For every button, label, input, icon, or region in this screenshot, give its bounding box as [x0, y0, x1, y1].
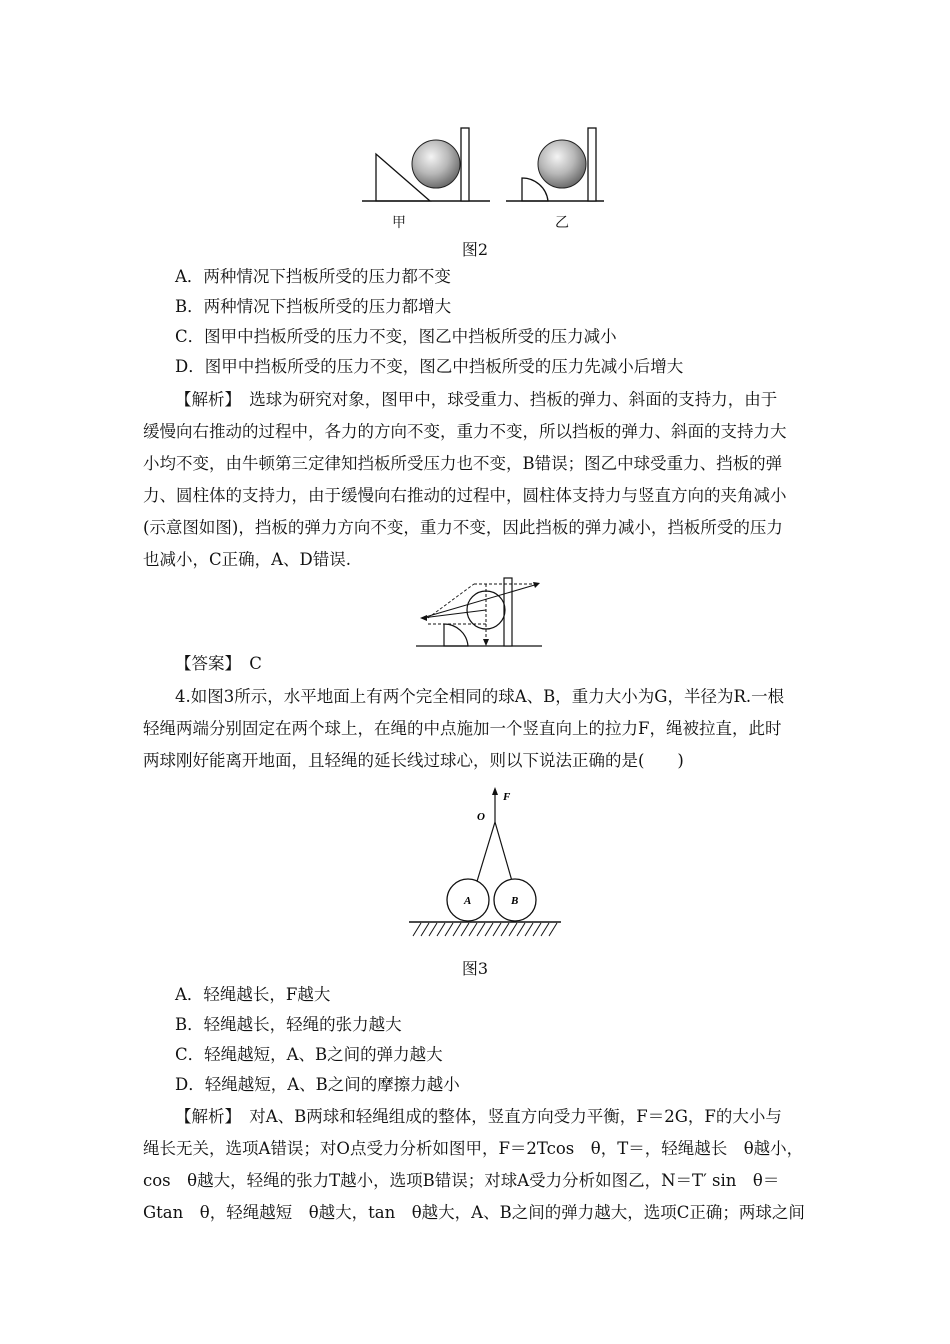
ball-left: [412, 140, 460, 188]
force-schematic: [414, 576, 544, 648]
q4-stem-line-3: 两球刚好能离开地面，且轻绳的延长线过球心，则以下说法正确的是( ): [143, 751, 684, 770]
q3-answer: 【答案】 C: [175, 654, 262, 673]
figure-3-caption: 图3: [461, 959, 489, 978]
q3-option-c: C．图甲中挡板所受的压力不变，图乙中挡板所受的压力减小: [175, 327, 617, 346]
q3-analysis-line-1: 【解析】 选球为研究对象，图甲中，球受重力、挡板的弹力、斜面的支持力，由于: [175, 390, 778, 409]
q4-option-b: B．轻绳越长，轻绳的张力越大: [175, 1015, 402, 1034]
schematic-cylinder: [444, 624, 468, 646]
q3-analysis-line-3: 小均不变，由牛顿第三定律知挡板所受压力也不变，B错误；图乙中球受重力、挡板的弹: [143, 454, 783, 473]
q4-option-c: C．轻绳越短，A、B之间的弹力越大: [175, 1045, 443, 1064]
q4-stem-line-1: 4.如图3所示，水平地面上有两个完全相同的球A、B，重力大小为G，半径为R.一根: [175, 687, 785, 706]
ball-right: [538, 140, 586, 188]
figure-2-label-right: 乙: [555, 215, 569, 231]
q3-analysis-line-5: (示意图如图)，挡板的弹力方向不变，重力不变，因此挡板的弹力减小，挡板所受的压力: [143, 518, 783, 537]
q4-analysis-line-1: 【解析】 对A、B两球和轻绳组成的整体，竖直方向受力平衡，F＝2G，F的大小与: [175, 1107, 782, 1126]
q3-analysis-line-2: 缓慢向右推动的过程中，各力的方向不变，重力不变，所以挡板的弹力、斜面的支持力大: [143, 422, 787, 441]
baffle-right: [588, 128, 596, 201]
figure-2-right-panel: [506, 128, 604, 201]
q4-analysis-line-3: cos θ越大，轻绳的张力T越小，选项B错误；对球A受力分析如图乙，N＝T′ sin θ＝: [143, 1171, 780, 1190]
figure-2-caption: 图2: [461, 240, 489, 259]
rope-left: [475, 822, 495, 888]
label-o: O: [477, 811, 485, 823]
label-f: F: [503, 791, 511, 803]
q3-analysis-line-6: 也减小，C正确，A、D错误.: [143, 550, 352, 569]
figure-3: [405, 786, 565, 942]
label-a: A: [464, 895, 472, 907]
schematic-support-line-2: [422, 610, 486, 618]
q4-analysis-line-4: Gtan θ，轻绳越短 θ越大，tan θ越大，A、B之间的弹力越大，选项C正确；两球之间: [143, 1203, 805, 1222]
baffle-left: [461, 128, 469, 201]
figure-2-label-left: 甲: [392, 215, 406, 231]
cylinder-quarter: [522, 178, 548, 201]
label-b: B: [511, 895, 519, 907]
q3-analysis-line-4: 力、圆柱体的支持力，由于缓慢向右推动的过程中，圆柱体支持力与竖直方向的夹角减小: [143, 486, 787, 505]
rope-right: [495, 822, 514, 888]
q4-stem-line-2: 轻绳两端分别固定在两个球上，在绳的中点施加一个竖直向上的拉力F，绳被拉直，此时: [143, 719, 782, 738]
q4-option-a: A．轻绳越长，F越大: [175, 985, 331, 1004]
q3-option-d: D．图甲中挡板所受的压力不变，图乙中挡板所受的压力先减小后增大: [175, 357, 684, 376]
ground-hatch: [413, 923, 557, 936]
q3-option-a: A．两种情况下挡板所受的压力都不变: [175, 267, 451, 286]
schematic-support-line-1: [422, 584, 538, 618]
figure-2-left-panel: [362, 128, 490, 201]
q4-analysis-line-2: 绳长无关，选项A错误；对O点受力分析如图甲，F＝2Tcos θ，T＝，轻绳越长 θ越小，: [143, 1139, 804, 1158]
q3-option-b: B．两种情况下挡板所受的压力都增大: [175, 297, 452, 316]
q4-option-d: D．轻绳越短，A、B之间的摩擦力越小: [175, 1075, 460, 1094]
